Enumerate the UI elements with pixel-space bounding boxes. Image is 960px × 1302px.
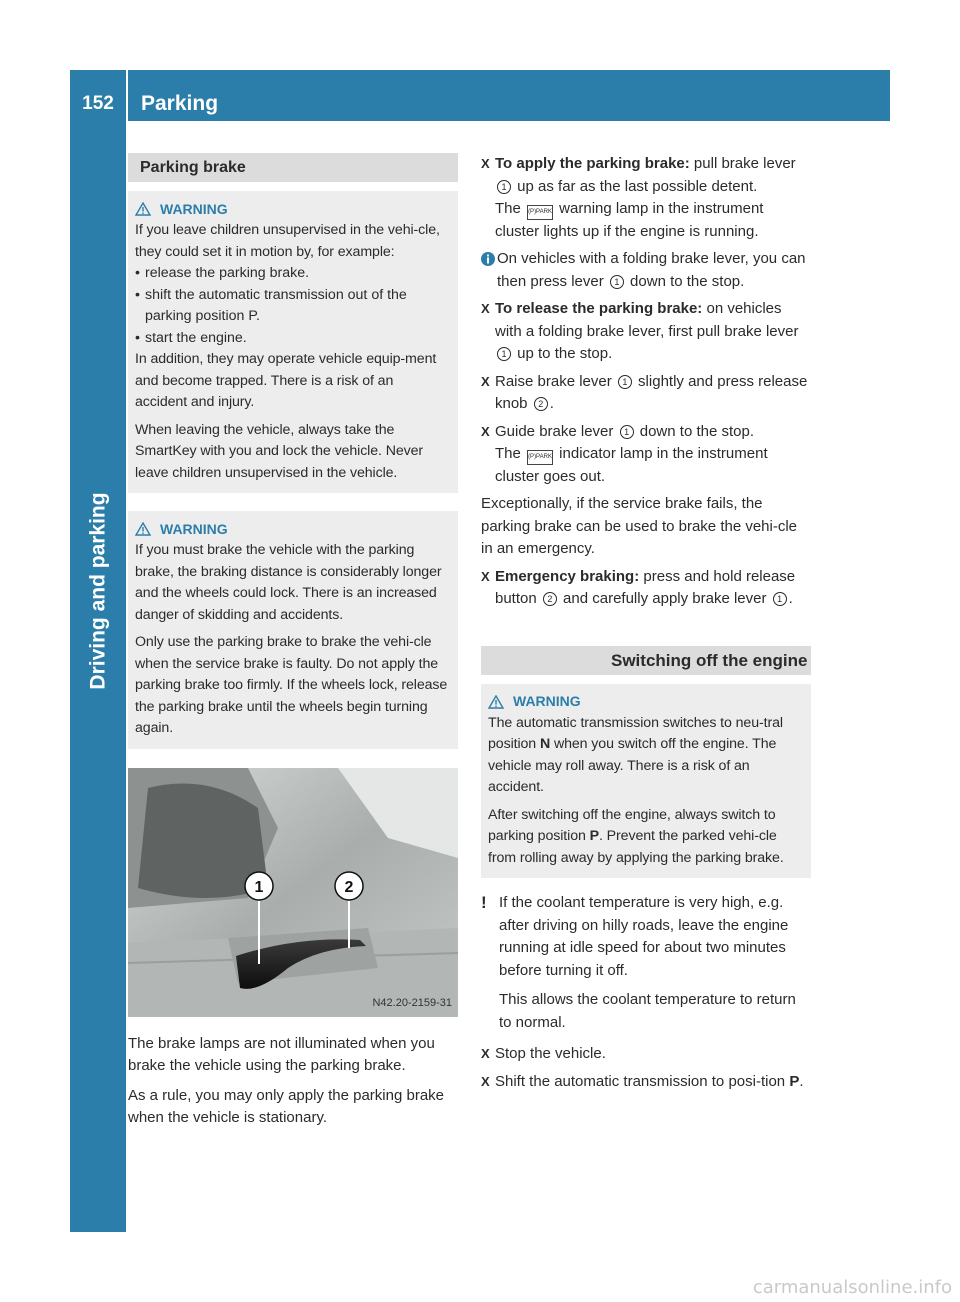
park-lamp-icon: (P)PARK [527,205,553,220]
warning-label: WARNING [160,520,228,537]
warning-triangle-icon [488,695,504,709]
warning-box-braking [128,511,458,749]
side-tab-title: Driving and parking [86,492,110,690]
callout-1-icon: 1 [773,592,787,606]
body-paragraph: Exceptionally, if the service brake fails, the parking brake can be used to brake the vehi-cle in an emergency. [481,495,798,557]
warning-label: WARNING [160,200,228,217]
header-divider [126,70,128,121]
section-title-parking-brake: Parking brake [128,153,458,182]
warning-heading [135,518,449,540]
parking-brake-lever-illustration [128,768,458,1017]
callout-2: 2 [344,878,354,896]
instruction-step: X To apply the parking brake: pull brake lever 1 up as far as the last possible detent. The (P)PARK warning lamp in the instrument cluster lights up if the engine is running. [481,153,811,243]
bullet-marker: • [135,265,140,281]
warning-label: WARNING [513,693,581,709]
right-column [481,153,811,1098]
warning-heading [135,198,449,220]
bullet-marker: • [135,329,140,346]
section-title-switching-off-engine: Switching off the engine [481,646,811,675]
caution-text: If the coolant temperature is very high, e.g. after driving on hilly roads, leave the engine running at idle speed for about two minutes before turning it off. [499,894,789,979]
chapter-title: Parking [141,92,219,115]
step-heading: To release the parking brake: [495,300,703,317]
page-number: 152 [82,93,114,114]
warning-box-children [128,191,458,493]
warning-heading [488,691,802,713]
callout-1-icon: 1 [610,275,624,289]
body-paragraph: The brake lamps are not illuminated when you brake the vehicle using the parking brake. [128,1034,435,1074]
warning-text: When leaving the vehicle, always take the SmartKey with you and lock the vehicle. Never leave children unsupervised in the vehicle. [135,421,424,481]
left-column [128,153,458,1130]
warning-box-engine-off [481,684,811,879]
warning-text: After switching off the engine, always switch to parking position P. Prevent the parked vehi-cle from rolling away by applying the parking brake. [488,806,784,866]
instruction-step: X Raise brake lever 1 slightly and press release knob 2 . [481,371,811,416]
list-item: • start the engine. [135,328,449,350]
step-heading: To apply the parking brake: [495,155,690,172]
list-item: • shift the automatic transmission out of the parking position P. [135,285,449,328]
step-marker: X [481,1046,490,1061]
parking-brake-photo [128,768,458,1017]
instruction-step: X Shift the automatic transmission to posi-tion P. [481,1071,811,1094]
warning-text: Only use the parking brake to brake the vehi-cle when the service brake is faulty. Do not apply the parking brake too firmly. If the wheels lock, release the parking brake until the wheels begin turning again. [135,634,448,736]
step-marker: X [481,423,490,439]
callout-2-icon: 2 [534,397,548,411]
warning-triangle-icon [135,202,151,216]
bullet-marker: • [135,286,140,303]
step-marker: X [481,1073,490,1089]
warning-triangle-icon [135,522,151,536]
callout-1-icon: 1 [497,180,511,194]
warning-text: If you leave children unsupervised in the vehi-cle, they could set it in motion by, for example: [135,222,440,260]
image-code: N42.20-2159-31 [372,996,452,1009]
info-note: On vehicles with a folding brake lever, you can then press lever 1 down to the stop. [481,248,811,293]
page-header [70,70,890,121]
park-lamp-icon: (P)PARK [527,450,553,465]
warning-text: If you must brake the vehicle with the parking brake, the braking distance is considerably longer and the wheels could lock. There is an increased danger of skidding and accidents. [135,542,442,623]
callout-1-icon: 1 [497,347,511,361]
warning-text: In addition, they may operate vehicle equip-ment and become trapped. There is a risk of an accident and injury. [135,351,437,410]
caution-note [481,892,811,1034]
callout-1-icon: 1 [618,375,632,389]
step-heading: Emergency braking: [495,567,640,585]
callout-1-icon: 1 [620,425,634,439]
side-tab [70,121,126,1232]
caution-marker: ! [481,893,487,912]
step-marker: X [481,568,490,584]
warning-text: The automatic transmission switches to neu-tral position N when you switch off the engine. The vehicle may roll away. There is a risk of an accident. [488,714,783,795]
caution-text: This allows the coolant temperature to return to normal. [499,991,796,1031]
step-marker: X [481,373,490,389]
step-marker: X [481,156,490,171]
watermark: carmanualsonline.info [752,1277,952,1298]
body-paragraph: As a rule, you may only apply the parking brake when the vehicle is stationary. [128,1086,445,1126]
instruction-step: X Stop the vehicle. [481,1043,811,1066]
list-item: • release the parking brake. [135,263,449,285]
callout-1: 1 [254,878,264,896]
instruction-step: X To release the parking brake: on vehicles with a folding brake lever, first pull brake lever 1 up to the stop. [481,298,811,366]
step-marker: X [481,301,490,316]
instruction-step: X Emergency braking: press and hold release button 2 and carefully apply brake lever 1 . [481,566,811,611]
info-icon [481,252,495,266]
callout-2-icon: 2 [543,592,557,606]
instruction-step: X Guide brake lever 1 down to the stop. The (P)PARK indicator lamp in the instrument cluster goes out. [481,421,811,489]
